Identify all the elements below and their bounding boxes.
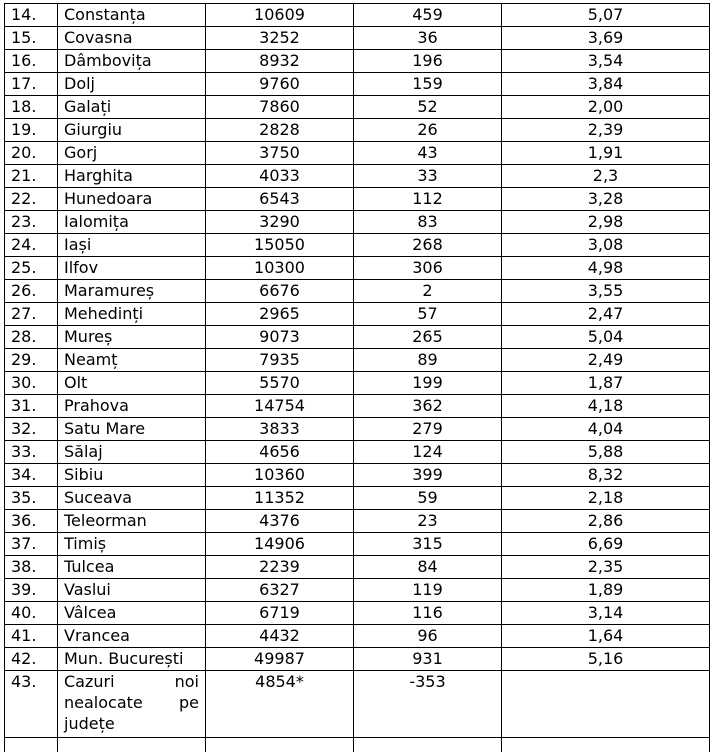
table-row [5,510,710,533]
cell-incidence: 4,18 [502,395,710,418]
cell-total-cases: 7935 [206,349,354,372]
cell-new-cases: 84 [354,556,502,579]
cell-new-cases: 89 [354,349,502,372]
county-name: Tulcea [58,556,206,579]
county-name: Hunedoara [58,188,206,211]
cell-total-cases: 8932 [206,50,354,73]
cell-total-cases: 6719 [206,602,354,625]
cell-incidence: 3,08 [502,234,710,257]
county-name: Satu Mare [58,418,206,441]
cell-incidence: 2,86 [502,510,710,533]
county-name: Mureș [58,326,206,349]
county-name: Sălaj [58,441,206,464]
cell-total-cases: 2828 [206,119,354,142]
cell-total-cases: 15050 [206,234,354,257]
row-number: 16. [5,50,58,73]
cell-total-cases: 2965 [206,303,354,326]
table-row [5,648,710,671]
cell-total-cases: 6543 [206,188,354,211]
cell-new-cases: 196 [354,50,502,73]
row-number: 17. [5,73,58,96]
cell-incidence: 6,69 [502,533,710,556]
row-number: 20. [5,142,58,165]
table-row [5,257,710,280]
county-name: Ialomița [58,211,206,234]
table-row [5,280,710,303]
cell-new-cases: 124 [354,441,502,464]
cell-incidence: 2,47 [502,303,710,326]
row-number: 37. [5,533,58,556]
row-number: 22. [5,188,58,211]
cell-total-cases: 4656 [206,441,354,464]
row-number: 39. [5,579,58,602]
cell-new-cases: 399 [354,464,502,487]
cell-incidence: 1,91 [502,142,710,165]
cell-total-cases: 5570 [206,372,354,395]
row-number: 34. [5,464,58,487]
row-number: 28. [5,326,58,349]
cell-new-cases: 159 [354,73,502,96]
table-row-unallocated [5,671,710,738]
county-name: Timiș [58,533,206,556]
table-row [5,211,710,234]
cell-new-cases: 931 [354,648,502,671]
county-name: Ilfov [58,257,206,280]
cell-new-cases: 57 [354,303,502,326]
table-row [5,50,710,73]
cell-incidence: 5,88 [502,441,710,464]
row-number: 33. [5,441,58,464]
cell-incidence: 3,69 [502,27,710,50]
row-number: 15. [5,27,58,50]
cell-new-cases: 43 [354,142,502,165]
cell-new-cases: 279 [354,418,502,441]
county-name: Mun. București [58,648,206,671]
table-row [5,556,710,579]
row-number: 24. [5,234,58,257]
cell-incidence: 1,87 [502,372,710,395]
cell-new-cases: 33 [354,165,502,188]
cell-new-cases: 96 [354,625,502,648]
county-name: Constanța [58,4,206,27]
county-name: Vâlcea [58,602,206,625]
cell-new-cases: 59 [354,487,502,510]
cell-total-cases: 10360 [206,464,354,487]
county-name: Covasna [58,27,206,50]
cell-total-cases: 4376 [206,510,354,533]
table-row [5,27,710,50]
county-name: Galați [58,96,206,119]
cell-new-cases: 116 [354,602,502,625]
county-name: Vaslui [58,579,206,602]
table-row [5,234,710,257]
cell-total-cases: 4033 [206,165,354,188]
table-row [5,441,710,464]
row-number: 38. [5,556,58,579]
cell-new-cases: 36 [354,27,502,50]
county-name: Olt [58,372,206,395]
cell-new-cases: -353 [354,671,502,738]
cell-total-cases: 10300 [206,257,354,280]
row-number: 18. [5,96,58,119]
cell-incidence: 5,16 [502,648,710,671]
cell-incidence: 3,55 [502,280,710,303]
table-row [5,73,710,96]
cell-incidence: 1,89 [502,579,710,602]
cell-incidence: 2,98 [502,211,710,234]
table-body [5,4,710,752]
cell-new-cases: 119 [354,579,502,602]
table-row [5,418,710,441]
cell-incidence: 2,39 [502,119,710,142]
cell-incidence: 2,00 [502,96,710,119]
cell-total-cases: 6676 [206,280,354,303]
row-number: 35. [5,487,58,510]
table-row [5,119,710,142]
row-number: 31. [5,395,58,418]
cell-incidence: 2,18 [502,487,710,510]
cell-incidence: 5,04 [502,326,710,349]
county-name: Dâmbovița [58,50,206,73]
cell-new-cases: 83 [354,211,502,234]
cell-new-cases: 265 [354,326,502,349]
table-row [5,372,710,395]
cell-total-cases: 4432 [206,625,354,648]
county-name: Harghita [58,165,206,188]
cell-new-cases: 315 [354,533,502,556]
county-name: Teleorman [58,510,206,533]
row-number: 27. [5,303,58,326]
row-number: 14. [5,4,58,27]
table-row [5,625,710,648]
table-row [5,326,710,349]
table-row [5,533,710,556]
cell-total-cases: 9760 [206,73,354,96]
county-name: Iași [58,234,206,257]
row-number: 30. [5,372,58,395]
cell-total-cases: 3290 [206,211,354,234]
table-row [5,188,710,211]
table-row [5,303,710,326]
cell-total-cases: 2239 [206,556,354,579]
cell-incidence: 3,14 [502,602,710,625]
county-name: Cazuri noi nealocate pe județe [58,671,206,738]
row-number: 19. [5,119,58,142]
table-row [5,96,710,119]
cell-incidence: 5,07 [502,4,710,27]
table-row [5,4,710,27]
cell-total-cases: 3833 [206,418,354,441]
county-name: Giurgiu [58,119,206,142]
county-name: Suceava [58,487,206,510]
row-number: 41. [5,625,58,648]
cell-incidence: 1,64 [502,625,710,648]
row-number: 23. [5,211,58,234]
row-number: 32. [5,418,58,441]
table-row [5,487,710,510]
cell-incidence: 3,84 [502,73,710,96]
county-cases-table [4,3,710,752]
cell-total-cases: 4854* [206,671,354,738]
cell-new-cases: 26 [354,119,502,142]
cell-incidence: 2,49 [502,349,710,372]
table-row [5,395,710,418]
row-number: 42. [5,648,58,671]
cell-incidence [502,671,710,738]
row-number: 25. [5,257,58,280]
county-name: Neamț [58,349,206,372]
row-number: 29. [5,349,58,372]
table-row [5,464,710,487]
county-name: Maramureș [58,280,206,303]
cell-new-cases: 459 [354,4,502,27]
cell-new-cases: 362 [354,395,502,418]
cell-total-cases: 10609 [206,4,354,27]
table-row [5,579,710,602]
table-row [5,142,710,165]
cell-new-cases: 52 [354,96,502,119]
cell-total-cases: 49987 [206,648,354,671]
cell-total-cases: 14754 [206,395,354,418]
table-row-cutoff [5,738,710,752]
row-number: 21. [5,165,58,188]
cell-incidence: 3,28 [502,188,710,211]
cell-new-cases: 199 [354,372,502,395]
county-name: Mehedinți [58,303,206,326]
cell-new-cases: 112 [354,188,502,211]
table-row [5,349,710,372]
cell-total-cases: 9073 [206,326,354,349]
row-number: 40. [5,602,58,625]
cell-total-cases: 7860 [206,96,354,119]
cell-incidence: 4,98 [502,257,710,280]
cell-incidence: 4,04 [502,418,710,441]
cell-new-cases: 23 [354,510,502,533]
table-row [5,165,710,188]
row-number: 26. [5,280,58,303]
cell-incidence: 2,3 [502,165,710,188]
row-number: 36. [5,510,58,533]
cell-new-cases: 306 [354,257,502,280]
county-name: Gorj [58,142,206,165]
county-name: Dolj [58,73,206,96]
cell-total-cases: 11352 [206,487,354,510]
cell-total-cases: 3750 [206,142,354,165]
county-name: Vrancea [58,625,206,648]
county-name: Sibiu [58,464,206,487]
county-name: Prahova [58,395,206,418]
cell-incidence: 2,35 [502,556,710,579]
cell-incidence: 3,54 [502,50,710,73]
cell-total-cases: 3252 [206,27,354,50]
cell-total-cases: 14906 [206,533,354,556]
row-number: 43. [5,671,58,738]
cell-total-cases: 6327 [206,579,354,602]
cell-incidence: 8,32 [502,464,710,487]
cell-new-cases: 2 [354,280,502,303]
cell-new-cases: 268 [354,234,502,257]
table-row [5,602,710,625]
